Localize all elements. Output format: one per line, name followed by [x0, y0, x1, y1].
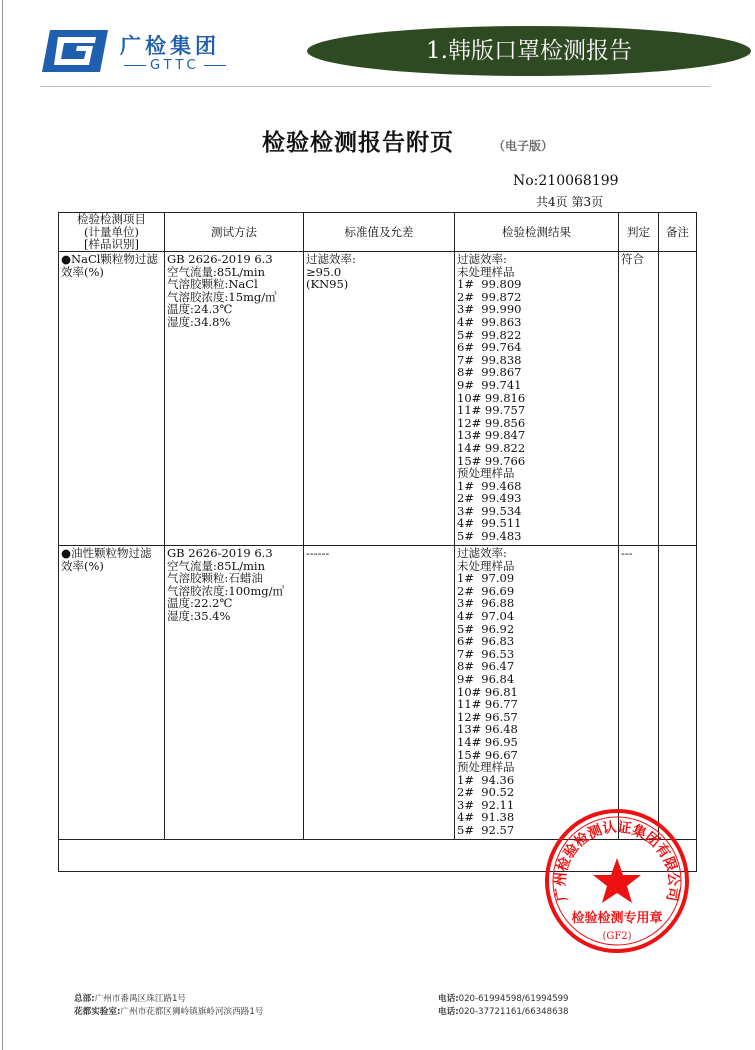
cell-line: 11# 99.757 [457, 403, 526, 418]
cell-line: 温度:22.2℃ [167, 596, 233, 611]
row-judgement: 符合 [619, 252, 659, 546]
row-remark [659, 546, 697, 840]
row-standard [304, 546, 455, 840]
cell-line: 3# 96.88 [457, 596, 515, 611]
cell-line: 温度:24.3℃ [167, 302, 233, 317]
cell-line: 6# 99.764 [457, 340, 522, 355]
table-header-row [59, 213, 697, 252]
cell-line: 10# 96.81 [457, 684, 518, 699]
cell-line: (KN95) [306, 277, 349, 292]
cell-line: 11# 96.77 [457, 697, 518, 712]
cell-line: 5# 99.822 [457, 327, 522, 342]
brand-name-cn: 广检集团 [120, 34, 220, 58]
cell-line: 过滤效率: [457, 252, 507, 266]
cell-line: 空气流量:85L/min [167, 558, 266, 573]
cell-line: 湿度:35.4% [167, 608, 231, 623]
cell-line: 湿度:34.8% [167, 314, 231, 329]
report-banner: 1.韩版口罩检测报告 [307, 26, 751, 76]
footer-tel-1: 电话:020-61994598/61994599 [438, 994, 569, 1004]
page-left-border [2, 0, 3, 1050]
row-remark [659, 252, 697, 546]
cell-line: 4# 99.863 [457, 314, 522, 329]
cell-line: 7# 96.53 [457, 646, 515, 661]
cell-line: GB 2626-2019 6.3 [167, 252, 273, 266]
cell-line: 3# 99.534 [457, 503, 522, 518]
cell-line: 5# 92.57 [457, 823, 515, 838]
cell-line: 2# 96.69 [457, 583, 515, 598]
cell-line: 15# 96.67 [457, 747, 518, 762]
cell-line: 未处理样品 [457, 264, 515, 279]
row-standard [304, 252, 455, 546]
document-title: 检验检测报告附页 [262, 129, 454, 156]
cell-line: 3# 92.11 [457, 797, 515, 812]
seal-purpose: 检验检测专用章 [571, 911, 663, 926]
cell-line: 12# 99.856 [457, 415, 526, 430]
gttc-logo-icon [40, 28, 110, 74]
cell-line: GB 2626-2019 6.3 [167, 546, 273, 560]
seal-org: 广州检验检测认证集团有限公司 [552, 819, 682, 903]
cell-line: 气溶胶颗粒:石蜡油 [167, 571, 263, 586]
cell-line: 过滤效率: [457, 546, 507, 560]
page-info: 共4页 第3页 [536, 195, 604, 209]
cell-line: 5# 99.483 [457, 529, 522, 544]
table-row [59, 546, 697, 840]
header-method: 测试方法 [165, 213, 304, 252]
cell-line: 9# 96.84 [457, 671, 515, 686]
cell-line: 14# 99.822 [457, 440, 526, 455]
row-result [455, 546, 619, 840]
electronic-version-label: （电子版） [493, 139, 554, 153]
row-result [455, 252, 619, 546]
cell-line: 14# 96.95 [457, 734, 518, 749]
cell-line: 6# 96.83 [457, 634, 515, 649]
row-item: ●NaCl颗粒物过滤效率(%) [59, 252, 165, 546]
cell-line: ------ [306, 546, 330, 560]
cell-line: 1# 99.468 [457, 478, 522, 493]
cell-line: 1# 94.36 [457, 772, 515, 787]
cell-line: 7# 99.838 [457, 352, 522, 367]
cell-line: 未处理样品 [457, 558, 515, 573]
header-item: 检验检测项目 (计量单位) [样品识别] [59, 213, 165, 252]
footer-lab: 花都实验室:广州市花都区狮岭镇旗岭河滨西路1号 [74, 1007, 264, 1017]
cell-line: ≥95.0 [306, 264, 342, 279]
row-item: ●油性颗粒物过滤效率(%) [59, 546, 165, 840]
header-divider [40, 86, 710, 87]
cell-line: 13# 99.847 [457, 428, 526, 443]
cell-line: 2# 99.493 [457, 491, 522, 506]
official-seal-icon [544, 808, 690, 954]
cell-line: 8# 96.47 [457, 659, 515, 674]
cell-line: 气溶胶浓度:100mg/㎥ [167, 583, 284, 598]
cell-line: 4# 97.04 [457, 608, 515, 623]
row-method [165, 546, 304, 840]
row-judgement: --- [619, 546, 659, 840]
cell-line: 过滤效率: [306, 252, 356, 266]
table-row [59, 252, 697, 546]
results-table [58, 212, 697, 872]
footer-hq: 总部:广州市番禺区珠江路1号 [74, 994, 187, 1004]
cell-line: 3# 99.990 [457, 302, 522, 317]
cell-line: 预处理样品 [457, 466, 515, 481]
report-number: No:210068199 [513, 173, 619, 189]
cell-line: 预处理样品 [457, 760, 515, 775]
cell-line: 气溶胶颗粒:NaCl [167, 277, 258, 292]
cell-line: 2# 90.52 [457, 785, 515, 800]
header-judgement: 判定 [619, 213, 659, 252]
cell-line: 2# 99.872 [457, 289, 522, 304]
cell-line: 9# 99.741 [457, 377, 522, 392]
cell-line: 气溶胶浓度:15mg/㎥ [167, 289, 277, 304]
cell-line: 13# 96.48 [457, 722, 518, 737]
cell-line: 空气流量:85L/min [167, 264, 266, 279]
footer-tel-2: 电话:020-37721161/66348638 [438, 1007, 569, 1017]
brand-name-en: GTTC [120, 58, 230, 73]
header-remark: 备注 [659, 213, 697, 252]
row-method [165, 252, 304, 546]
header-result: 检验检测结果 [455, 213, 619, 252]
cell-line: 15# 99.766 [457, 453, 526, 468]
cell-line: 5# 96.92 [457, 621, 515, 636]
seal-code: (GF2) [602, 931, 632, 942]
cell-line: 1# 99.809 [457, 277, 522, 292]
cell-line: 12# 96.57 [457, 709, 518, 724]
cell-line: 8# 99.867 [457, 365, 522, 380]
cell-line: 10# 99.816 [457, 390, 526, 405]
cell-line: 1# 97.09 [457, 571, 515, 586]
cell-line: 4# 99.511 [457, 516, 522, 531]
cell-line: 4# 91.38 [457, 810, 515, 825]
header-standard: 标准值及允差 [304, 213, 455, 252]
